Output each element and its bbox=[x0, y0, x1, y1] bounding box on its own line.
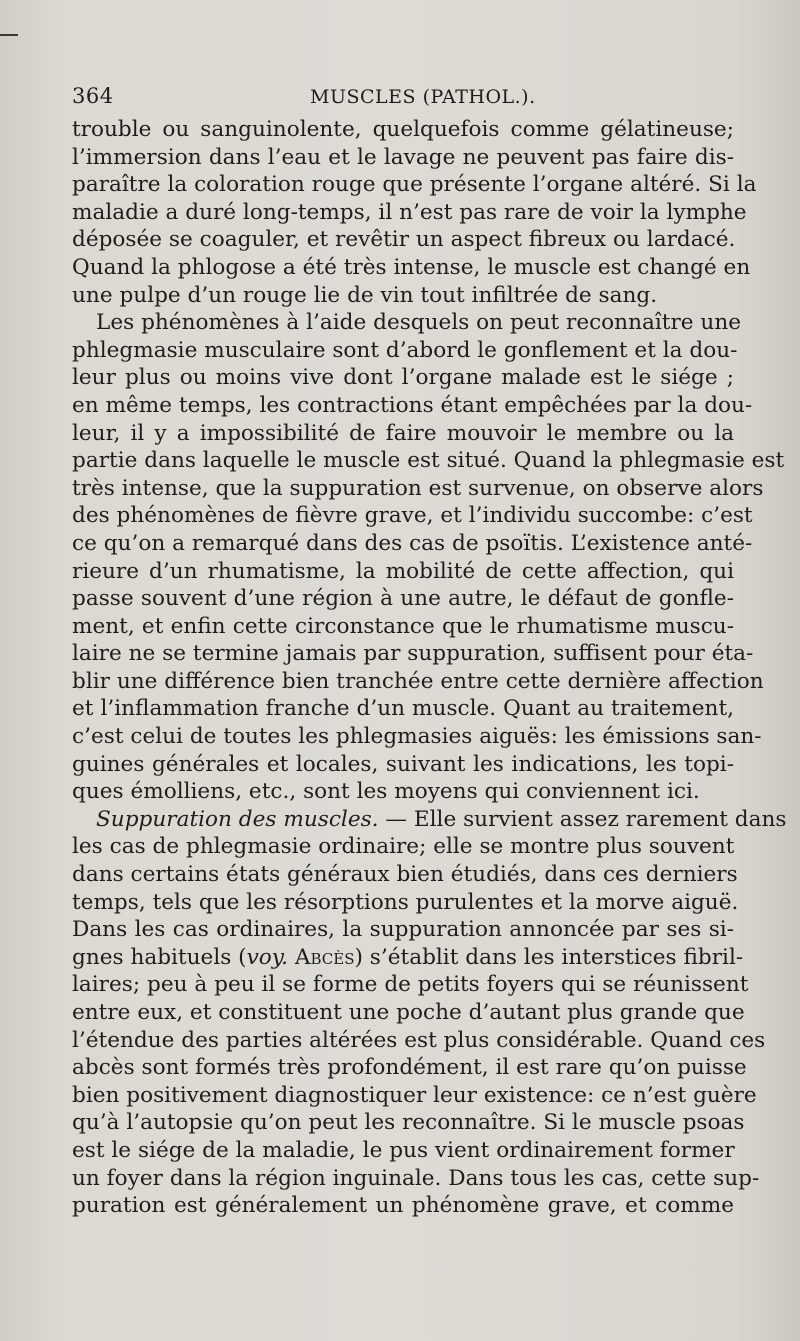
text-fragment: ) s’établit dans les interstices fibril- bbox=[354, 944, 744, 970]
text-line: entre eux, et constituent une poche d’autant plus grande que bbox=[72, 1000, 745, 1025]
text-line: trouble ou sanguinolente, quelquefois comme gélatineuse; bbox=[72, 117, 734, 142]
body-text bbox=[72, 116, 787, 1220]
text-line: Quand la phlogose a été très intense, le muscle est changé en bbox=[72, 254, 751, 280]
text-line: blir une différence bien tranchée entre cette dernière affection bbox=[72, 668, 764, 694]
text-fragment: — Elle survient assez rarement dans bbox=[385, 806, 787, 832]
text-line: rieure d’un rhumatisme, la mobilité de cette affection, qui bbox=[72, 558, 734, 584]
text-line: bien positivement diagnostiquer leur existence: ce n’est guère bbox=[72, 1082, 757, 1108]
text-line: leur plus ou moins vive dont l’organe malade est le siége ; bbox=[72, 365, 734, 391]
text-line: leur, il y a impossibilité de faire mouvoir le membre ou la bbox=[72, 420, 734, 446]
text-line: ment, et enfin cette circonstance que le rhumatisme muscu- bbox=[72, 613, 734, 639]
text-line: un foyer dans la région inguinale. Dans tous les cas, cette sup- bbox=[72, 1165, 760, 1191]
text-line: dans certains états généraux bien étudiés, dans ces derniers bbox=[72, 862, 738, 888]
text-line: c’est celui de toutes les phlegmasies aiguës: les émissions san- bbox=[72, 724, 762, 750]
text-line: ques émolliens, etc., sont les moyens qui conviennent ici. bbox=[72, 779, 700, 805]
text-line: est le siége de la maladie, le pus vient ordinairement former bbox=[72, 1137, 735, 1163]
text-line: Dans les cas ordinaires, la suppuration annoncée par ses si- bbox=[72, 917, 734, 943]
text-line: qu’à l’autopsie qu’on peut les reconnaître. Si le muscle psoas bbox=[72, 1110, 745, 1136]
page-edge-mark bbox=[0, 34, 18, 36]
text-line: une pulpe d’un rouge lie de vin tout infiltrée de sang. bbox=[72, 282, 658, 308]
page-header bbox=[72, 84, 732, 114]
cross-reference-voy: voy. bbox=[246, 944, 289, 970]
text-line: très intense, que la suppuration est survenue, on observe alors bbox=[72, 475, 764, 501]
text-line: et l’inflammation franche d’un muscle. Quant au traitement, bbox=[72, 696, 734, 722]
text-line: paraître la coloration rouge que présente l’organe altéré. Si la bbox=[72, 172, 757, 198]
cross-reference-abces: Abcès bbox=[294, 944, 355, 970]
text-line: les cas de phlegmasie ordinaire; elle se montre plus souvent bbox=[72, 834, 735, 860]
paragraph-2 bbox=[72, 309, 785, 806]
text-line: déposée se coaguler, et revêtir un aspect fibreux ou lardacé. bbox=[72, 227, 736, 253]
text-line: l’étendue des parties altérées est plus considérable. Quand ces bbox=[72, 1027, 766, 1053]
running-head: MUSCLES (PATHOL.). bbox=[310, 86, 536, 108]
text-line: Les phénomènes à l’aide desquels on peut reconnaître une bbox=[96, 310, 742, 336]
text-line: maladie a duré long-temps, il n’est pas rare de voir la lymphe bbox=[72, 199, 747, 225]
text-line: temps, tels que les résorptions purulentes et la morve aiguë. bbox=[72, 889, 739, 915]
text-fragment: gnes habituels ( bbox=[72, 944, 247, 970]
paragraph-3 bbox=[72, 806, 787, 1220]
text-line: ce qu’on a remarqué dans des cas de psoïtis. L’existence anté- bbox=[72, 530, 753, 556]
text-line: phlegmasie musculaire sont d’abord le gonflement et la dou- bbox=[72, 337, 738, 363]
text-line: partie dans laquelle le muscle est situé. Quand la phlegmasie est bbox=[72, 448, 785, 474]
text-line bbox=[72, 806, 787, 834]
text-line: en même temps, les contractions étant empêchées par la dou- bbox=[72, 392, 753, 418]
section-heading: Suppuration des muscles. bbox=[96, 806, 379, 832]
text-line: laires; peu à peu il se forme de petits foyers qui se réunissent bbox=[72, 972, 749, 998]
text-line: abcès sont formés très profondément, il est rare qu’on puisse bbox=[72, 1055, 747, 1081]
text-line bbox=[72, 944, 744, 972]
paragraph-1 bbox=[72, 116, 757, 309]
text-line: l’immersion dans l’eau et le lavage ne peuvent pas faire dis- bbox=[72, 144, 734, 170]
text-line: guines générales et locales, suivant les indications, les topi- bbox=[72, 751, 734, 777]
text-line: puration est généralement un phénomène grave, et comme bbox=[72, 1193, 734, 1219]
page-number: 364 bbox=[72, 84, 114, 108]
text-line: des phénomènes de fièvre grave, et l’individu succombe: c’est bbox=[72, 503, 753, 529]
text-line: laire ne se termine jamais par suppuration, suffisent pour éta- bbox=[72, 641, 754, 667]
text-line: passe souvent d’une région à une autre, le défaut de gonfle- bbox=[72, 586, 734, 612]
